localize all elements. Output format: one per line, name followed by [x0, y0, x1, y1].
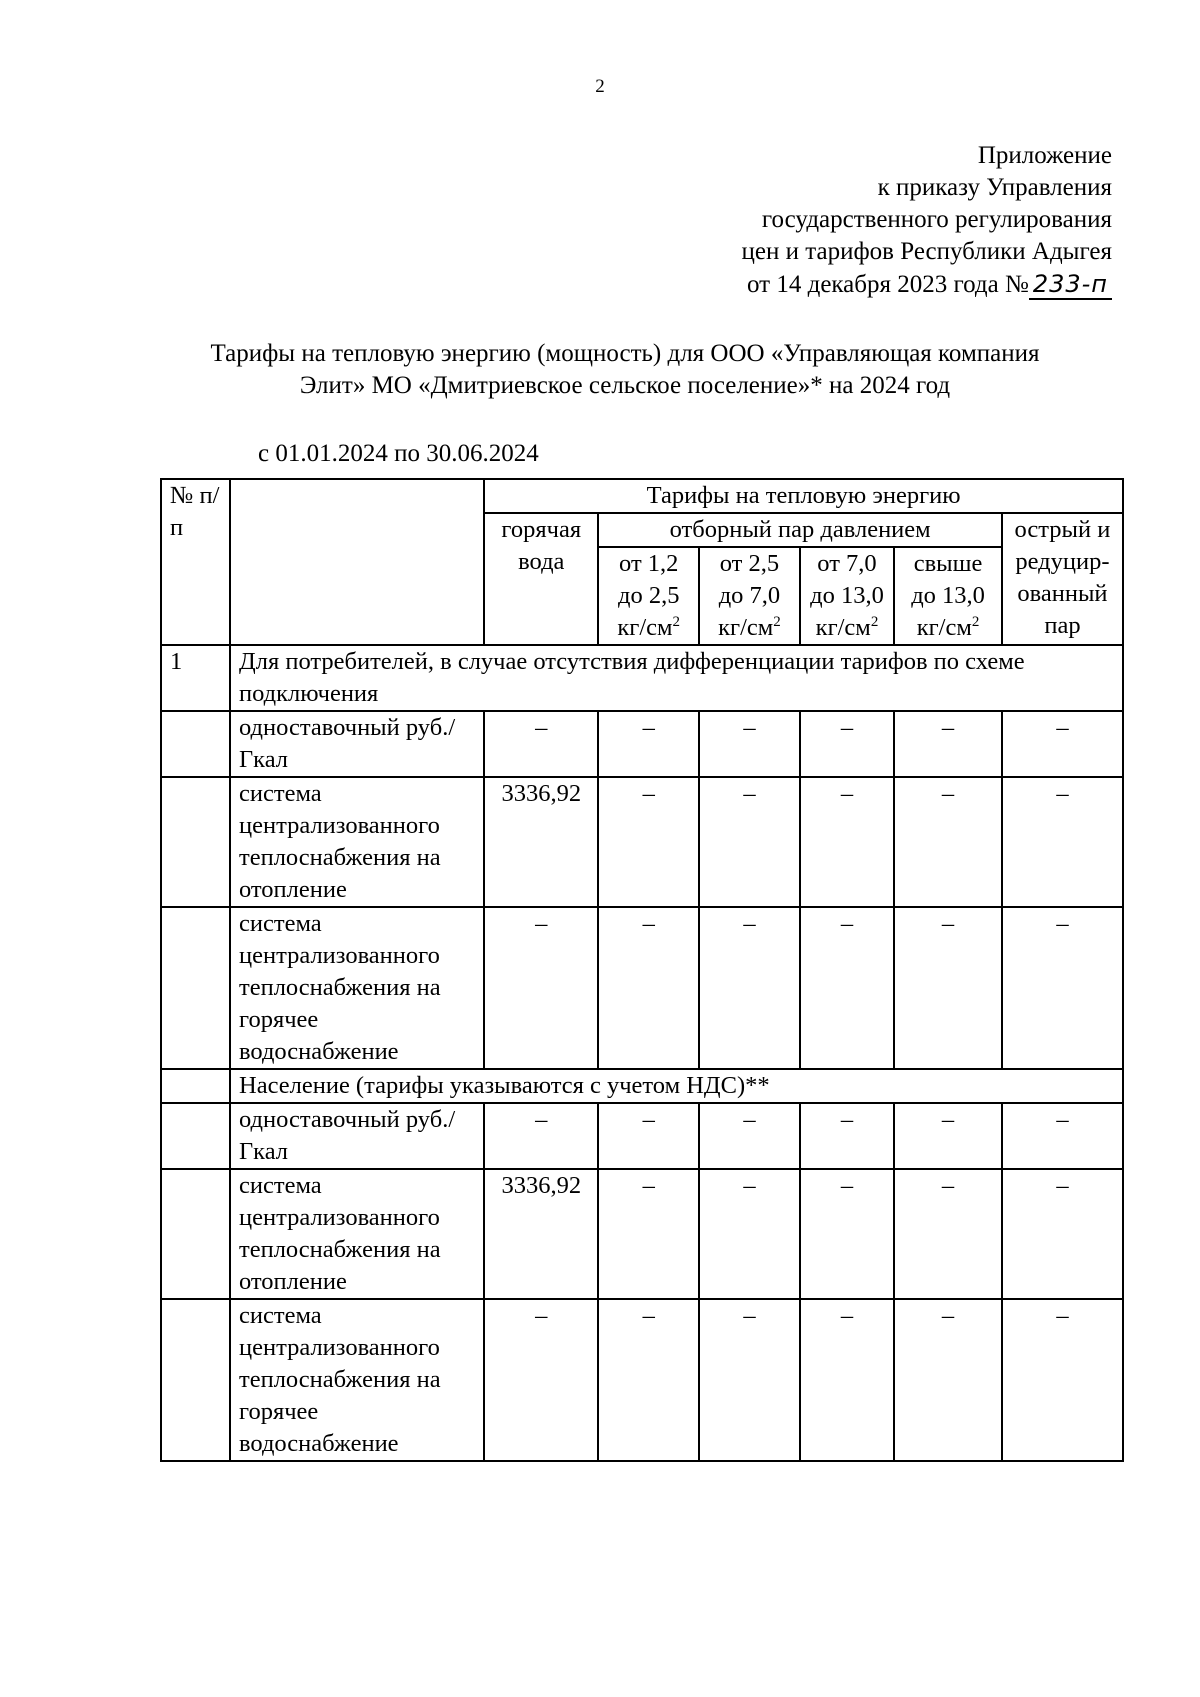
header-pressure-1	[598, 547, 699, 645]
cell-hot-water: 3336,92	[484, 777, 598, 907]
row-num	[161, 1103, 230, 1169]
annex-header	[592, 140, 1112, 301]
annex-line-5	[592, 268, 1112, 301]
section-row	[161, 645, 1123, 711]
section-num: 1	[161, 645, 230, 711]
cell-sharp-steam: –	[1002, 907, 1123, 1069]
unit-3: кг/см	[815, 614, 871, 641]
row-num	[161, 1299, 230, 1461]
table-row	[161, 711, 1123, 777]
table-row	[161, 1169, 1123, 1299]
section-num	[161, 1069, 230, 1103]
cell-hot-water: 3336,92	[484, 1169, 598, 1299]
title-line-1: Тарифы на тепловую энергию (мощность) для ООО «Управляющая компания	[210, 340, 1040, 367]
pressure-3-range: от 7,0 до 13,0	[810, 550, 884, 609]
header-hot-water: горячая вода	[484, 513, 598, 645]
period-label: с 01.01.2024 по 30.06.2024	[258, 440, 539, 467]
header-empty	[230, 479, 484, 645]
cell-pressure-2: –	[699, 1299, 800, 1461]
cell-pressure-4: –	[894, 1299, 1002, 1461]
cell-sharp-steam: –	[1002, 1169, 1123, 1299]
page-number: 2	[595, 76, 605, 97]
document-title	[150, 338, 1100, 402]
cell-pressure-3: –	[800, 1169, 894, 1299]
row-label: одноставочный руб./Гкал	[230, 711, 484, 777]
cell-pressure-3: –	[800, 907, 894, 1069]
annex-line-1: Приложение	[977, 142, 1112, 169]
pressure-1-range: от 1,2 до 2,5	[618, 550, 680, 609]
unit-2: кг/см	[718, 614, 774, 641]
unit-1-sup: 2	[672, 613, 681, 630]
cell-hot-water: –	[484, 711, 598, 777]
cell-pressure-2: –	[699, 1103, 800, 1169]
table-row	[161, 1103, 1123, 1169]
unit-1: кг/см	[617, 614, 673, 641]
cell-pressure-3: –	[800, 1299, 894, 1461]
cell-pressure-1: –	[598, 1299, 699, 1461]
row-label: система централизованного теплоснабжения на отопление	[230, 1169, 484, 1299]
header-pressure-4	[894, 547, 1002, 645]
annex-line-2: к приказу Управления	[877, 174, 1112, 201]
cell-sharp-steam: –	[1002, 777, 1123, 907]
row-label: система централизованного теплоснабжения на горячее водоснабжение	[230, 1299, 484, 1461]
annex-date: от 14 декабря 2023 года №	[747, 271, 1029, 298]
title-line-2: Элит» МО «Дмитриевское сельское поселение»* на 2024 год	[299, 372, 951, 399]
cell-pressure-1: –	[598, 777, 699, 907]
cell-pressure-3: –	[800, 711, 894, 777]
unit-4-sup: 2	[971, 613, 980, 630]
cell-pressure-3: –	[800, 1103, 894, 1169]
cell-pressure-4: –	[894, 907, 1002, 1069]
cell-pressure-1: –	[598, 1103, 699, 1169]
header-steam-group: отборный пар давлением	[598, 513, 1002, 547]
unit-4: кг/см	[916, 614, 972, 641]
cell-pressure-4: –	[894, 1169, 1002, 1299]
cell-pressure-4: –	[894, 777, 1002, 907]
unit-2-sup: 2	[773, 613, 781, 630]
cell-sharp-steam: –	[1002, 711, 1123, 777]
row-label: одноставочный руб./Гкал	[230, 1103, 484, 1169]
cell-hot-water: –	[484, 907, 598, 1069]
section-title: Население (тарифы указываются с учетом НДС)**	[230, 1069, 1123, 1103]
cell-pressure-1: –	[598, 1169, 699, 1299]
header-sharp-steam: острый и редуцир-ованный пар	[1002, 513, 1123, 645]
cell-pressure-1: –	[598, 711, 699, 777]
row-num	[161, 777, 230, 907]
header-group: Тарифы на тепловую энергию	[484, 479, 1123, 513]
cell-pressure-2: –	[699, 1169, 800, 1299]
order-number-handwritten: 233-п	[1029, 270, 1112, 300]
pressure-4-range: свыше до 13,0	[911, 550, 985, 609]
section-title: Для потребителей, в случае отсутствия дифференциации тарифов по схеме подключения	[230, 645, 1123, 711]
row-num	[161, 1169, 230, 1299]
unit-3-sup: 2	[870, 613, 879, 630]
row-label: система централизованного теплоснабжения на отопление	[230, 777, 484, 907]
table-row	[161, 1299, 1123, 1461]
tariff-table	[160, 478, 1124, 1462]
row-num	[161, 711, 230, 777]
cell-pressure-4: –	[894, 1103, 1002, 1169]
cell-hot-water: –	[484, 1299, 598, 1461]
table-row	[161, 777, 1123, 907]
header-num: № п/п	[161, 479, 230, 645]
cell-sharp-steam: –	[1002, 1103, 1123, 1169]
cell-pressure-2: –	[699, 907, 800, 1069]
cell-pressure-1: –	[598, 907, 699, 1069]
annex-line-4: цен и тарифов Республики Адыгея	[741, 238, 1112, 265]
header-pressure-3	[800, 547, 894, 645]
section-row	[161, 1069, 1123, 1103]
row-label: система централизованного теплоснабжения на горячее водоснабжение	[230, 907, 484, 1069]
cell-pressure-3: –	[800, 777, 894, 907]
annex-line-3: государственного регулирования	[761, 206, 1112, 233]
cell-sharp-steam: –	[1002, 1299, 1123, 1461]
cell-pressure-2: –	[699, 711, 800, 777]
table-row	[161, 907, 1123, 1069]
cell-pressure-4: –	[894, 711, 1002, 777]
cell-pressure-2: –	[699, 777, 800, 907]
pressure-2-range: от 2,5 до 7,0	[718, 550, 781, 609]
cell-hot-water: –	[484, 1103, 598, 1169]
row-num	[161, 907, 230, 1069]
header-pressure-2	[699, 547, 800, 645]
